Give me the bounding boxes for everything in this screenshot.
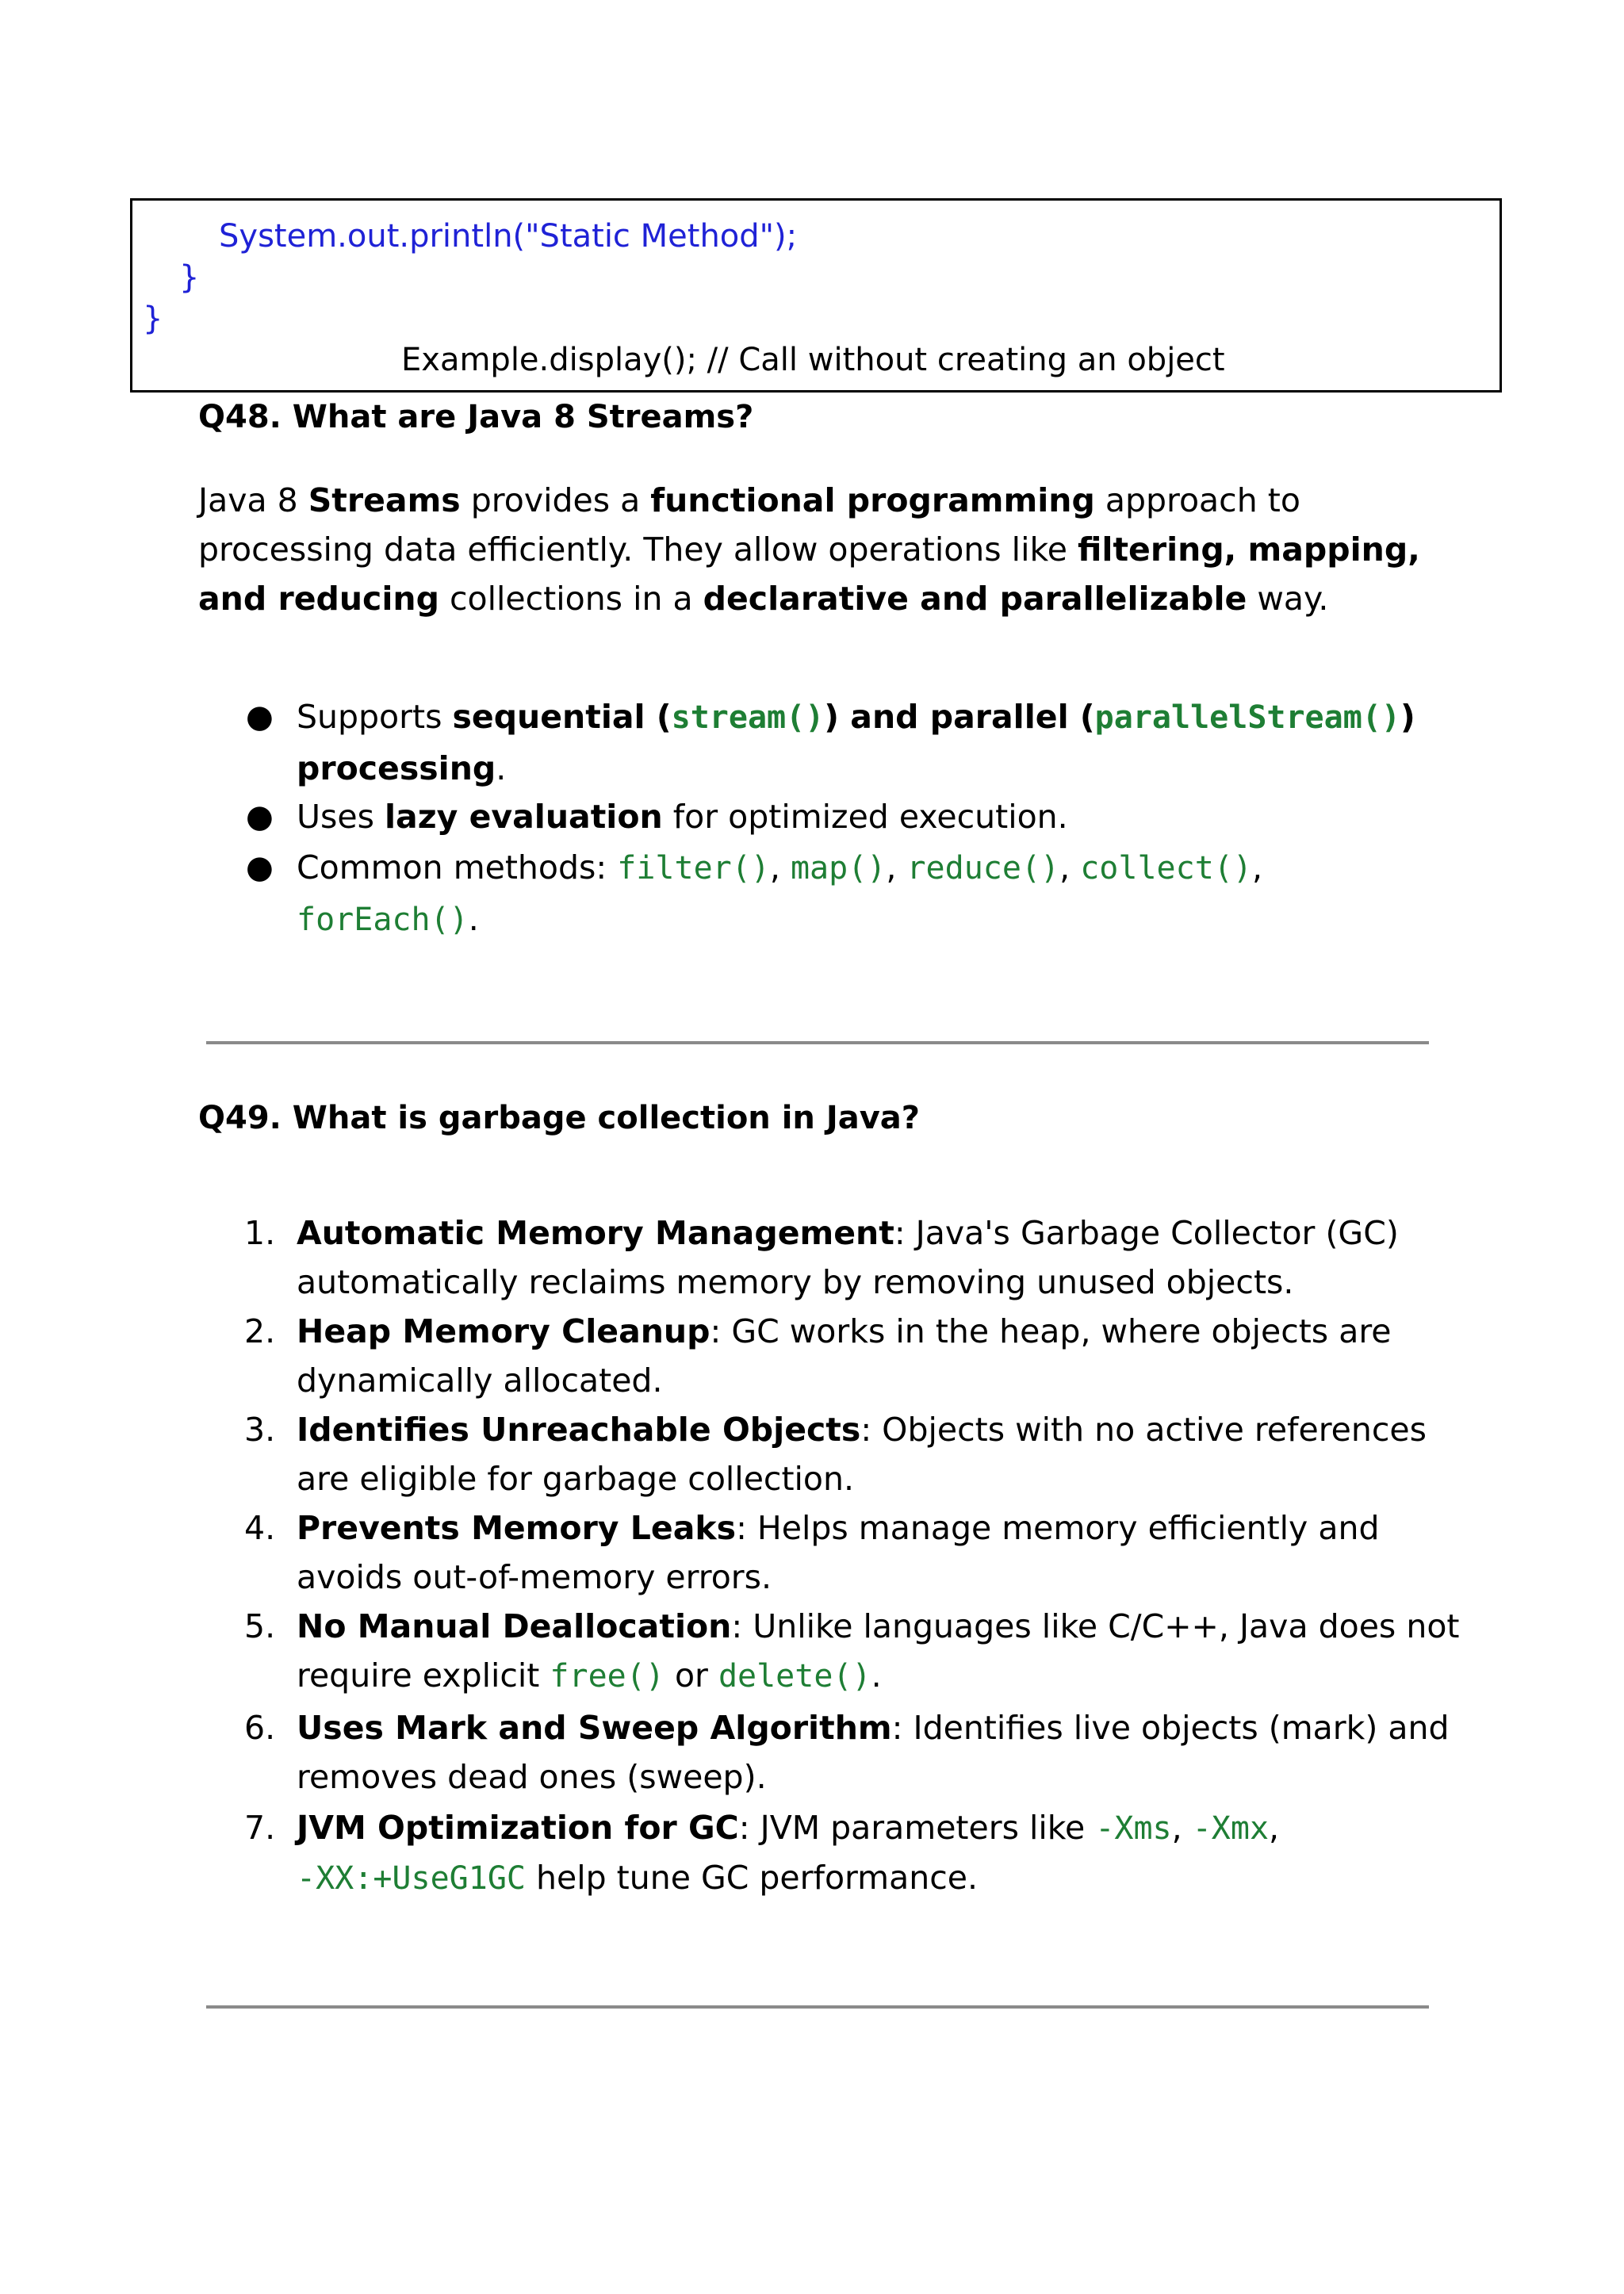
q48-title: Q48. What are Java 8 Streams?: [198, 399, 754, 435]
q48-bullet-processing: Supports sequential (stream()) and parallel (parallelStream()) processing.: [297, 698, 1415, 787]
list-number: 5.: [244, 1607, 276, 1645]
q48-bullet-lazy-evaluation: Uses lazy evaluation for optimized execution.: [297, 798, 1068, 836]
q49-item-jvm-optimization: JVM Optimization for GC: JVM parameters like -Xms, -Xmx, -XX:+UseG1GC help tune GC performance.: [297, 1809, 1280, 1897]
bullet-marker: ●: [246, 849, 274, 886]
list-number: 2.: [244, 1312, 276, 1350]
q49-item-mark-sweep: Uses Mark and Sweep Algorithm: Identifies live objects (mark) and removes dead ones (sweep).: [297, 1709, 1450, 1796]
list-number: 1.: [244, 1214, 276, 1252]
list-number: 7.: [244, 1809, 276, 1847]
section-divider: [206, 1041, 1429, 1044]
list-number: 4.: [244, 1509, 276, 1547]
q49-item-unreachable-objects: Identifies Unreachable Objects: Objects with no active references are eligible for garbage collection.: [297, 1411, 1427, 1498]
code-line-println: System.out.println("Static Method");: [219, 218, 798, 255]
q49-item-automatic-memory: Automatic Memory Management: Java's Garbage Collector (GC) automatically reclaims memory by removing unused objects.: [297, 1214, 1399, 1301]
q48-intro-paragraph: Java 8 Streams provides a functional programming approach to processing data efficiently. They allow operations like filtering, mapping, and reducing collections in a declarative and parallelizable way.: [198, 481, 1420, 618]
q49-item-memory-leaks: Prevents Memory Leaks: Helps manage memory efficiently and avoids out-of-memory errors.: [297, 1509, 1380, 1596]
q48-bullet-common-methods: Common methods: filter(), map(), reduce(), collect(), forEach().: [297, 848, 1262, 938]
q49-item-heap-cleanup: Heap Memory Cleanup: GC works in the heap, where objects are dynamically allocated.: [297, 1312, 1392, 1400]
q49-title: Q49. What is garbage collection in Java?: [198, 1100, 920, 1136]
bullet-marker: ●: [246, 798, 274, 835]
q49-item-manual-deallocation: No Manual Deallocation: Unlike languages like C/C++, Java does not require explicit free() or delete().: [297, 1607, 1460, 1695]
list-number: 3.: [244, 1411, 276, 1449]
bullet-marker: ●: [246, 699, 274, 735]
section-divider: [206, 2005, 1429, 2009]
code-line-close-brace-inner: }: [179, 259, 200, 296]
code-line-close-brace-outer: }: [143, 301, 163, 337]
list-number: 6.: [244, 1709, 276, 1747]
code-line-example-call: Example.display(); // Call without creating an object: [401, 342, 1225, 378]
